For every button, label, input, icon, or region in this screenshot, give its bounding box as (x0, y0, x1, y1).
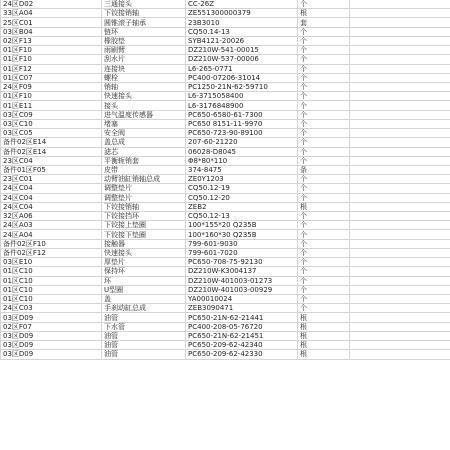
part-name-cell[interactable]: 调整垫片 (102, 193, 186, 202)
unit-cell[interactable]: 个 (298, 147, 350, 156)
empty-cell[interactable] (350, 119, 450, 128)
empty-cell[interactable] (350, 138, 450, 147)
unit-cell[interactable]: 个 (298, 110, 350, 119)
part-name-cell[interactable]: 连接块 (102, 64, 186, 73)
table-row (1, 0, 450, 9)
part-number-cell[interactable]: PC1250-21N-62-59710 (186, 82, 298, 91)
part-number-cell[interactable]: ZE0Y1203 (186, 175, 298, 184)
empty-cell[interactable] (350, 92, 450, 101)
table-row (1, 138, 450, 147)
unit-cell[interactable]: 根 (298, 202, 350, 211)
part-name-cell[interactable]: 快速接头 (102, 248, 186, 257)
location-cell[interactable]: 24区A03 (1, 221, 102, 230)
empty-cell[interactable] (350, 175, 450, 184)
part-name-cell[interactable]: 雨刷臂 (102, 46, 186, 55)
table-row (1, 147, 450, 156)
location-cell[interactable]: 备件02区E14 (1, 147, 102, 156)
part-name-cell[interactable]: 进气温度传感器 (102, 110, 186, 119)
part-name-cell[interactable]: 下水管 (102, 322, 186, 331)
table-row (1, 175, 450, 184)
unit-cell[interactable]: 根 (298, 322, 350, 331)
table-row (1, 248, 450, 257)
table-row (1, 36, 450, 45)
part-name-cell[interactable]: 平衡轭销套 (102, 156, 186, 165)
unit-cell[interactable]: 个 (298, 101, 350, 110)
table-row (1, 221, 450, 230)
part-number-cell[interactable]: CQ50.14-13 (186, 27, 298, 36)
location-cell[interactable]: 33区A04 (1, 9, 102, 18)
part-number-cell[interactable]: PC650-209-62-42330 (186, 350, 298, 359)
part-number-cell[interactable]: CQ50.12-20 (186, 193, 298, 202)
empty-cell[interactable] (350, 230, 450, 239)
unit-cell[interactable]: 个 (298, 212, 350, 221)
part-number-cell[interactable]: PC650 8151-11-9970 (186, 119, 298, 128)
part-name-cell[interactable]: 滤芯 (102, 147, 186, 156)
empty-cell[interactable] (350, 55, 450, 64)
location-cell[interactable]: 24区D02 (1, 0, 102, 9)
unit-cell[interactable]: 个 (298, 221, 350, 230)
part-name-cell[interactable]: 下铰接挡环 (102, 212, 186, 221)
unit-cell[interactable]: 个 (298, 193, 350, 202)
part-number-cell[interactable]: L6-3176848900 (186, 101, 298, 110)
table-row (1, 193, 450, 202)
table-row (1, 258, 450, 267)
location-cell[interactable]: 01区C10 (1, 295, 102, 304)
unit-cell[interactable]: 个 (298, 36, 350, 45)
part-number-cell[interactable]: 06028-D8045 (186, 147, 298, 156)
empty-cell[interactable] (350, 267, 450, 276)
empty-cell[interactable] (350, 46, 450, 55)
part-name-cell[interactable]: 三通接头 (102, 0, 186, 9)
part-number-cell[interactable]: PC650-723-90-89100 (186, 129, 298, 138)
part-number-cell[interactable]: DZ210W-K3004137 (186, 267, 298, 276)
location-cell[interactable]: 01区F12 (1, 64, 102, 73)
part-number-cell[interactable]: ZEB2 (186, 202, 298, 211)
part-name-cell[interactable]: 橡胶垫 (102, 36, 186, 45)
part-name-cell[interactable]: 快速接头 (102, 92, 186, 101)
empty-cell[interactable] (350, 82, 450, 91)
part-number-cell[interactable]: PC650-21N-62-21451 (186, 331, 298, 340)
part-number-cell[interactable]: 23B3010 (186, 18, 298, 27)
location-cell[interactable]: 24区C03 (1, 304, 102, 313)
table-row (1, 239, 450, 248)
empty-cell[interactable] (350, 147, 450, 156)
location-cell[interactable]: 01区C07 (1, 73, 102, 82)
part-number-cell[interactable]: ZEB3090471 (186, 304, 298, 313)
empty-cell[interactable] (350, 110, 450, 119)
unit-cell[interactable]: 个 (298, 92, 350, 101)
empty-cell[interactable] (350, 322, 450, 331)
location-cell[interactable]: 01区E11 (1, 101, 102, 110)
empty-cell[interactable] (350, 165, 450, 174)
table-row (1, 156, 450, 165)
unit-cell[interactable]: 根 (298, 350, 350, 359)
part-name-cell[interactable]: 环 (102, 276, 186, 285)
part-number-cell[interactable]: L6-265-0771 (186, 64, 298, 73)
unit-cell[interactable]: 个 (298, 184, 350, 193)
part-name-cell[interactable]: 下铰接下垫圈 (102, 230, 186, 239)
location-cell[interactable]: 02区F13 (1, 36, 102, 45)
location-cell[interactable]: 备件02区E14 (1, 138, 102, 147)
part-number-cell[interactable]: PC650-6580-61-7300 (186, 110, 298, 119)
unit-cell[interactable]: 个 (298, 258, 350, 267)
part-name-cell[interactable]: 保持环 (102, 267, 186, 276)
location-cell[interactable]: 24区C04 (1, 184, 102, 193)
empty-cell[interactable] (350, 295, 450, 304)
unit-cell[interactable]: 个 (298, 82, 350, 91)
table-row (1, 212, 450, 221)
empty-cell[interactable] (350, 221, 450, 230)
unit-cell[interactable]: 个 (298, 46, 350, 55)
part-number-cell[interactable]: 207-60-21220 (186, 138, 298, 147)
part-name-cell[interactable]: 下铰接销轴 (102, 9, 186, 18)
table-row (1, 230, 450, 239)
part-name-cell[interactable]: 厚垫片 (102, 258, 186, 267)
location-cell[interactable]: 备件02区F12 (1, 248, 102, 257)
part-name-cell[interactable]: 接头 (102, 101, 186, 110)
empty-cell[interactable] (350, 239, 450, 248)
part-name-cell[interactable]: 盖 (102, 295, 186, 304)
unit-cell[interactable]: 个 (298, 64, 350, 73)
unit-cell[interactable]: 个 (298, 285, 350, 294)
part-number-cell[interactable]: DZ210W-401003-00929 (186, 285, 298, 294)
table-row (1, 129, 450, 138)
part-name-cell[interactable]: 调整垫片 (102, 184, 186, 193)
empty-cell[interactable] (350, 313, 450, 322)
empty-cell[interactable] (350, 248, 450, 257)
empty-cell[interactable] (350, 331, 450, 340)
part-number-cell[interactable]: CQ50.12-13 (186, 212, 298, 221)
part-name-cell[interactable]: 链环 (102, 27, 186, 36)
unit-cell[interactable]: 根 (298, 341, 350, 350)
part-number-cell[interactable]: PC400-208-05-76720 (186, 322, 298, 331)
part-name-cell[interactable]: 动臂油缸销轴总成 (102, 175, 186, 184)
unit-cell[interactable]: 个 (298, 276, 350, 285)
part-number-cell[interactable]: 100*155*20 Q235B (186, 221, 298, 230)
location-cell[interactable]: 24区A04 (1, 230, 102, 239)
empty-cell[interactable] (350, 18, 450, 27)
location-cell[interactable]: 24区C04 (1, 193, 102, 202)
table-row (1, 331, 450, 340)
unit-cell[interactable]: 条 (298, 165, 350, 174)
part-name-cell[interactable]: 油管 (102, 341, 186, 350)
unit-cell[interactable]: 根 (298, 9, 350, 18)
unit-cell[interactable]: 个 (298, 27, 350, 36)
table-row (1, 313, 450, 322)
unit-cell[interactable]: 个 (298, 156, 350, 165)
empty-cell[interactable] (350, 36, 450, 45)
unit-cell[interactable]: 个 (298, 239, 350, 248)
part-number-cell[interactable]: DZ210W-537-00006 (186, 55, 298, 64)
table-row (1, 64, 450, 73)
location-cell[interactable]: 32区A06 (1, 212, 102, 221)
location-cell[interactable]: 03区C10 (1, 119, 102, 128)
empty-cell[interactable] (350, 156, 450, 165)
table-row (1, 276, 450, 285)
table-row (1, 165, 450, 174)
location-cell[interactable]: 25区C01 (1, 18, 102, 27)
part-name-cell[interactable]: 下铰接上垫圈 (102, 221, 186, 230)
unit-cell[interactable]: 个 (298, 267, 350, 276)
part-number-cell[interactable]: PC650-21N-62-21441 (186, 313, 298, 322)
location-cell[interactable]: 03区D09 (1, 341, 102, 350)
unit-cell[interactable]: 根 (298, 313, 350, 322)
empty-cell[interactable] (350, 184, 450, 193)
table-row (1, 46, 450, 55)
table-row (1, 110, 450, 119)
part-name-cell[interactable]: 下铰接销轴 (102, 202, 186, 211)
table-row (1, 9, 450, 18)
part-name-cell[interactable]: 皮带 (102, 165, 186, 174)
part-name-cell[interactable]: 接触器 (102, 239, 186, 248)
empty-cell[interactable] (350, 9, 450, 18)
part-number-cell[interactable]: PC400-07206-31014 (186, 73, 298, 82)
location-cell[interactable]: 01区F10 (1, 46, 102, 55)
part-number-cell[interactable]: CQ50.12-19 (186, 184, 298, 193)
part-name-cell[interactable]: 圆锥滚子轴承 (102, 18, 186, 27)
part-number-cell[interactable]: 374-8475 (186, 165, 298, 174)
location-cell[interactable]: 03区D09 (1, 331, 102, 340)
part-number-cell[interactable]: Φ8*80*110 (186, 156, 298, 165)
part-name-cell[interactable]: 油管 (102, 350, 186, 359)
empty-cell[interactable] (350, 202, 450, 211)
table-row (1, 322, 450, 331)
part-name-cell[interactable]: 安全阀 (102, 129, 186, 138)
table-row (1, 73, 450, 82)
table-row (1, 295, 450, 304)
unit-cell[interactable]: 套 (298, 18, 350, 27)
empty-cell[interactable] (350, 285, 450, 294)
location-cell[interactable]: 03区D09 (1, 350, 102, 359)
unit-cell[interactable]: 个 (298, 304, 350, 313)
part-number-cell[interactable]: DZ210W-401003-01273 (186, 276, 298, 285)
table-row (1, 341, 450, 350)
location-cell[interactable]: 备件02区F10 (1, 239, 102, 248)
table-row (1, 304, 450, 313)
location-cell[interactable]: 24区F09 (1, 82, 102, 91)
empty-cell[interactable] (350, 73, 450, 82)
empty-cell[interactable] (350, 341, 450, 350)
table-row (1, 55, 450, 64)
empty-cell[interactable] (350, 64, 450, 73)
empty-cell[interactable] (350, 212, 450, 221)
location-cell[interactable]: 23区C04 (1, 156, 102, 165)
location-cell[interactable]: 24区C04 (1, 202, 102, 211)
location-cell[interactable]: 备件01区F05 (1, 165, 102, 174)
part-number-cell[interactable]: CC-26Z (186, 0, 298, 9)
part-name-cell[interactable]: 油管 (102, 331, 186, 340)
part-name-cell[interactable]: 油管 (102, 313, 186, 322)
empty-cell[interactable] (350, 276, 450, 285)
location-cell[interactable]: 02区F07 (1, 322, 102, 331)
table-row (1, 27, 450, 36)
unit-cell[interactable]: 个 (298, 295, 350, 304)
empty-cell[interactable] (350, 350, 450, 359)
part-number-cell[interactable]: PC650-209-62-42340 (186, 341, 298, 350)
table-row (1, 267, 450, 276)
location-cell[interactable]: 23区C01 (1, 175, 102, 184)
unit-cell[interactable]: 个 (298, 73, 350, 82)
part-number-cell[interactable]: ZE551300000379 (186, 9, 298, 18)
empty-cell[interactable] (350, 101, 450, 110)
table-row (1, 101, 450, 110)
table-row (1, 18, 450, 27)
empty-cell[interactable] (350, 27, 450, 36)
unit-cell[interactable]: 根 (298, 331, 350, 340)
part-number-cell[interactable]: 100*160*30 Q235B (186, 230, 298, 239)
unit-cell[interactable]: 个 (298, 175, 350, 184)
location-cell[interactable]: 03区D09 (1, 313, 102, 322)
part-number-cell[interactable]: DZ210W-541-00015 (186, 46, 298, 55)
table-row (1, 92, 450, 101)
part-number-cell[interactable]: L6-3715058400 (186, 92, 298, 101)
location-cell[interactable]: 03区E10 (1, 258, 102, 267)
table-row (1, 202, 450, 211)
unit-cell[interactable]: 个 (298, 55, 350, 64)
unit-cell[interactable]: 个 (298, 119, 350, 128)
table-row (1, 119, 450, 128)
location-cell[interactable]: 03区C09 (1, 110, 102, 119)
table-row (1, 350, 450, 359)
unit-cell[interactable]: 个 (298, 230, 350, 239)
table-row (1, 184, 450, 193)
location-cell[interactable]: 03区C05 (1, 129, 102, 138)
location-cell[interactable]: 01区C10 (1, 276, 102, 285)
table-row (1, 82, 450, 91)
location-cell[interactable]: 01区C10 (1, 285, 102, 294)
part-number-cell[interactable]: 799-601-7020 (186, 248, 298, 257)
part-name-cell[interactable]: 盖总成 (102, 138, 186, 147)
part-number-cell[interactable]: 799-601-9030 (186, 239, 298, 248)
unit-cell[interactable]: 个 (298, 0, 350, 9)
location-cell[interactable]: 01区F10 (1, 92, 102, 101)
part-name-cell[interactable]: 手刹动缸总成 (102, 304, 186, 313)
part-name-cell[interactable]: 螺栓 (102, 73, 186, 82)
location-cell[interactable]: 01区F10 (1, 55, 102, 64)
part-number-cell[interactable]: PC650-708-75-92130 (186, 258, 298, 267)
empty-cell[interactable] (350, 304, 450, 313)
unit-cell[interactable]: 个 (298, 248, 350, 257)
unit-cell[interactable]: 个 (298, 138, 350, 147)
empty-cell[interactable] (350, 193, 450, 202)
part-number-cell[interactable]: YA00010024 (186, 295, 298, 304)
part-name-cell[interactable]: 销轴 (102, 82, 186, 91)
table-row (1, 285, 450, 294)
part-name-cell[interactable]: 堵塞 (102, 119, 186, 128)
empty-cell[interactable] (350, 258, 450, 267)
empty-cell[interactable] (350, 129, 450, 138)
location-cell[interactable]: 01区C10 (1, 267, 102, 276)
part-name-cell[interactable]: U型圈 (102, 285, 186, 294)
unit-cell[interactable]: 个 (298, 129, 350, 138)
empty-cell[interactable] (350, 0, 450, 9)
part-number-cell[interactable]: SYB4121-20026 (186, 36, 298, 45)
part-name-cell[interactable]: 刮水片 (102, 55, 186, 64)
location-cell[interactable]: 03区B04 (1, 27, 102, 36)
